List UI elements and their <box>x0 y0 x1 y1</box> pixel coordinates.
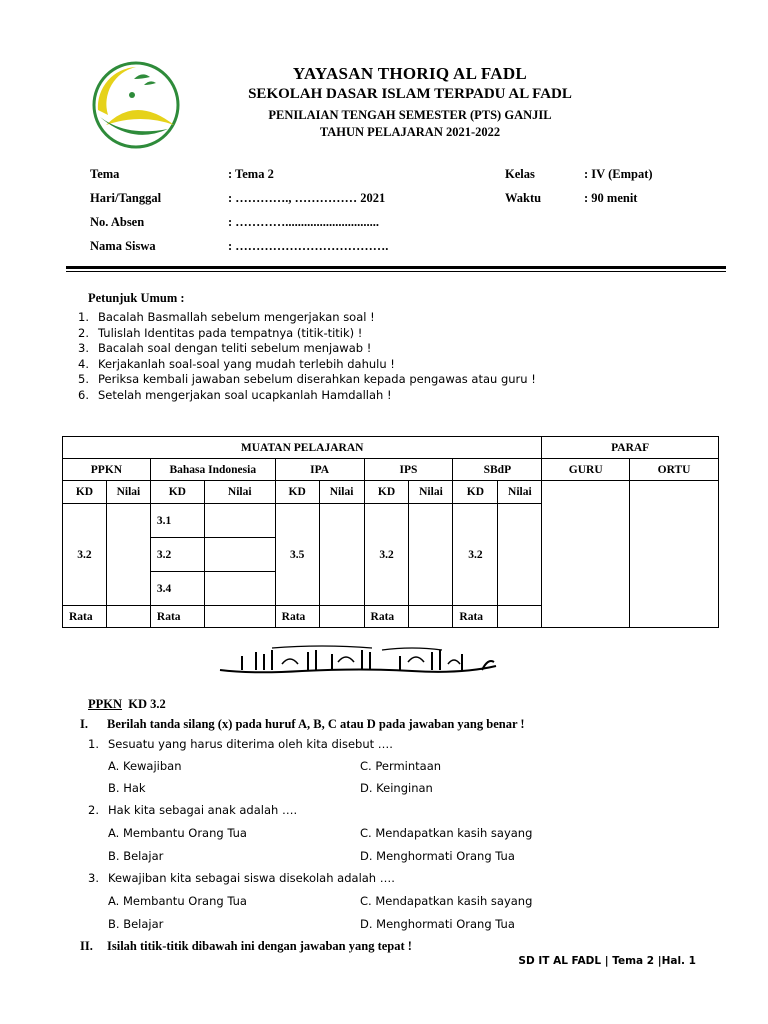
instructions-title: Petunjuk Umum : <box>88 291 185 305</box>
rata-cell[interactable] <box>498 606 542 628</box>
nama-value: : ………………………………. <box>228 239 389 253</box>
question-number: 1. <box>88 737 99 751</box>
nilai-header: Nilai <box>106 481 150 504</box>
section-subject: PPKN KD 3.2 <box>88 697 166 711</box>
ortu-header: ORTU <box>630 459 719 481</box>
kelas-label: Kelas <box>505 167 535 181</box>
section2-roman: II. <box>80 939 93 953</box>
bi-nilai-cell[interactable] <box>204 504 275 538</box>
ipa-kd: 3.5 <box>275 504 319 606</box>
subject-sbdp: SBdP <box>453 459 542 481</box>
waktu-label: Waktu <box>505 191 542 205</box>
option-c[interactable]: C. Permintaan <box>360 759 442 773</box>
section2-instruction: Isilah titik-titik dibawah ini dengan jawaban yang tepat ! <box>107 939 412 953</box>
exam-title: PENILAIAN TENGAH SEMESTER (PTS) GANJIL <box>268 108 552 122</box>
academic-year: TAHUN PELAJARAN 2021-2022 <box>319 125 501 139</box>
question-text: Hak kita sebagai anak adalah …. <box>108 803 298 817</box>
nilai-header: Nilai <box>204 481 275 504</box>
ips-kd: 3.2 <box>364 504 409 606</box>
nama-label: Nama Siswa <box>90 239 156 253</box>
option-b[interactable]: B. Belajar <box>108 917 164 931</box>
nilai-header: Nilai <box>319 481 364 504</box>
divider <box>66 266 726 269</box>
paraf-header: PARAF <box>542 437 719 459</box>
nilai-header: Nilai <box>409 481 453 504</box>
guru-sign-cell[interactable] <box>542 481 630 628</box>
tema-label: Tema <box>90 167 120 181</box>
muatan-header: MUATAN PELAJARAN <box>63 437 542 459</box>
absen-label: No. Absen <box>90 215 145 229</box>
subject-ips: IPS <box>364 459 453 481</box>
kd-header: KD <box>453 481 498 504</box>
ppkn-kd: 3.2 <box>63 504 107 606</box>
question-number: 2. <box>88 803 99 817</box>
instruction-item: 2. Tulislah Identitas pada tempatnya (titik-titik) ! <box>78 325 363 340</box>
bi-kd-1: 3.1 <box>150 504 204 538</box>
kd-header: KD <box>63 481 107 504</box>
question-text: Sesuatu yang harus diterima oleh kita disebut …. <box>108 737 393 751</box>
option-d[interactable]: D. Menghormati Orang Tua <box>360 917 515 931</box>
rata-label: Rata <box>150 606 204 628</box>
subject-bahasa-indonesia: Bahasa Indonesia <box>150 459 275 481</box>
rata-label: Rata <box>364 606 409 628</box>
rata-label: Rata <box>63 606 107 628</box>
ips-nilai-cell[interactable] <box>409 504 453 606</box>
subject-ipa: IPA <box>275 459 364 481</box>
section1-instruction: Berilah tanda silang (x) pada huruf A, B, C atau D pada jawaban yang benar ! <box>107 717 525 731</box>
instruction-item: 6. Setelah mengerjakan soal ucapkanlah Hamdallah ! <box>78 387 392 402</box>
option-a[interactable]: A. Membantu Orang Tua <box>108 826 247 840</box>
ipa-nilai-cell[interactable] <box>319 504 364 606</box>
sbdp-nilai-cell[interactable] <box>498 504 542 606</box>
waktu-value: : 90 menit <box>584 191 638 205</box>
absen-value: : ………….............................. <box>228 215 380 229</box>
rata-label: Rata <box>453 606 498 628</box>
option-b[interactable]: B. Hak <box>108 781 146 795</box>
option-b[interactable]: B. Belajar <box>108 849 164 863</box>
tema-value: : Tema 2 <box>228 167 274 181</box>
option-a[interactable]: A. Kewajiban <box>108 759 182 773</box>
section1-roman: I. <box>80 717 88 731</box>
question-text: Kewajiban kita sebagai siswa disekolah adalah …. <box>108 871 395 885</box>
instructions-list <box>78 310 536 404</box>
question-number: 3. <box>88 871 99 885</box>
instruction-item: 3. Bacalah soal dengan teliti sebelum menjawab ! <box>78 341 372 356</box>
sbdp-kd: 3.2 <box>453 504 498 606</box>
rata-cell[interactable] <box>319 606 364 628</box>
kd-header: KD <box>364 481 409 504</box>
rata-label: Rata <box>275 606 319 628</box>
kelas-value: : IV (Empat) <box>584 167 653 181</box>
school-name: SEKOLAH DASAR ISLAM TERPADU AL FADL <box>248 86 572 102</box>
option-d[interactable]: D. Keinginan <box>360 781 433 795</box>
ppkn-nilai-cell[interactable] <box>106 504 150 606</box>
instruction-item: 4. Kerjakanlah soal-soal yang mudah terlebih dahulu ! <box>78 356 395 371</box>
instruction-item: 5. Periksa kembali jawaban sebelum diserahkan kepada pengawas atau guru ! <box>78 372 536 387</box>
bismillah-calligraphy <box>212 644 502 678</box>
guru-header: GURU <box>542 459 630 481</box>
kd-header: KD <box>150 481 204 504</box>
instruction-item: 1. Bacalah Basmallah sebelum mengerjakan soal ! <box>78 310 375 324</box>
bi-kd-2: 3.2 <box>150 538 204 572</box>
option-a[interactable]: A. Membantu Orang Tua <box>108 894 247 908</box>
rata-cell[interactable] <box>106 606 150 628</box>
bi-nilai-cell[interactable] <box>204 572 275 606</box>
ortu-sign-cell[interactable] <box>630 481 719 628</box>
foundation-name: YAYASAN THORIQ AL FADL <box>292 64 528 83</box>
subject-ppkn: PPKN <box>63 459 151 481</box>
bi-nilai-cell[interactable] <box>204 538 275 572</box>
page-footer: SD IT AL FADL | Tema 2 |Hal. 1 <box>518 955 696 967</box>
rata-cell[interactable] <box>204 606 275 628</box>
kd-header: KD <box>275 481 319 504</box>
nilai-header: Nilai <box>498 481 542 504</box>
grade-table <box>62 436 719 628</box>
divider-thin <box>66 271 726 272</box>
option-c[interactable]: C. Mendapatkan kasih sayang <box>360 826 533 840</box>
hari-value: : …………., …………… 2021 <box>228 191 386 205</box>
rata-cell[interactable] <box>409 606 453 628</box>
bi-kd-3: 3.4 <box>150 572 204 606</box>
option-c[interactable]: C. Mendapatkan kasih sayang <box>360 894 533 908</box>
option-d[interactable]: D. Menghormati Orang Tua <box>360 849 515 863</box>
hari-label: Hari/Tanggal <box>90 191 162 205</box>
